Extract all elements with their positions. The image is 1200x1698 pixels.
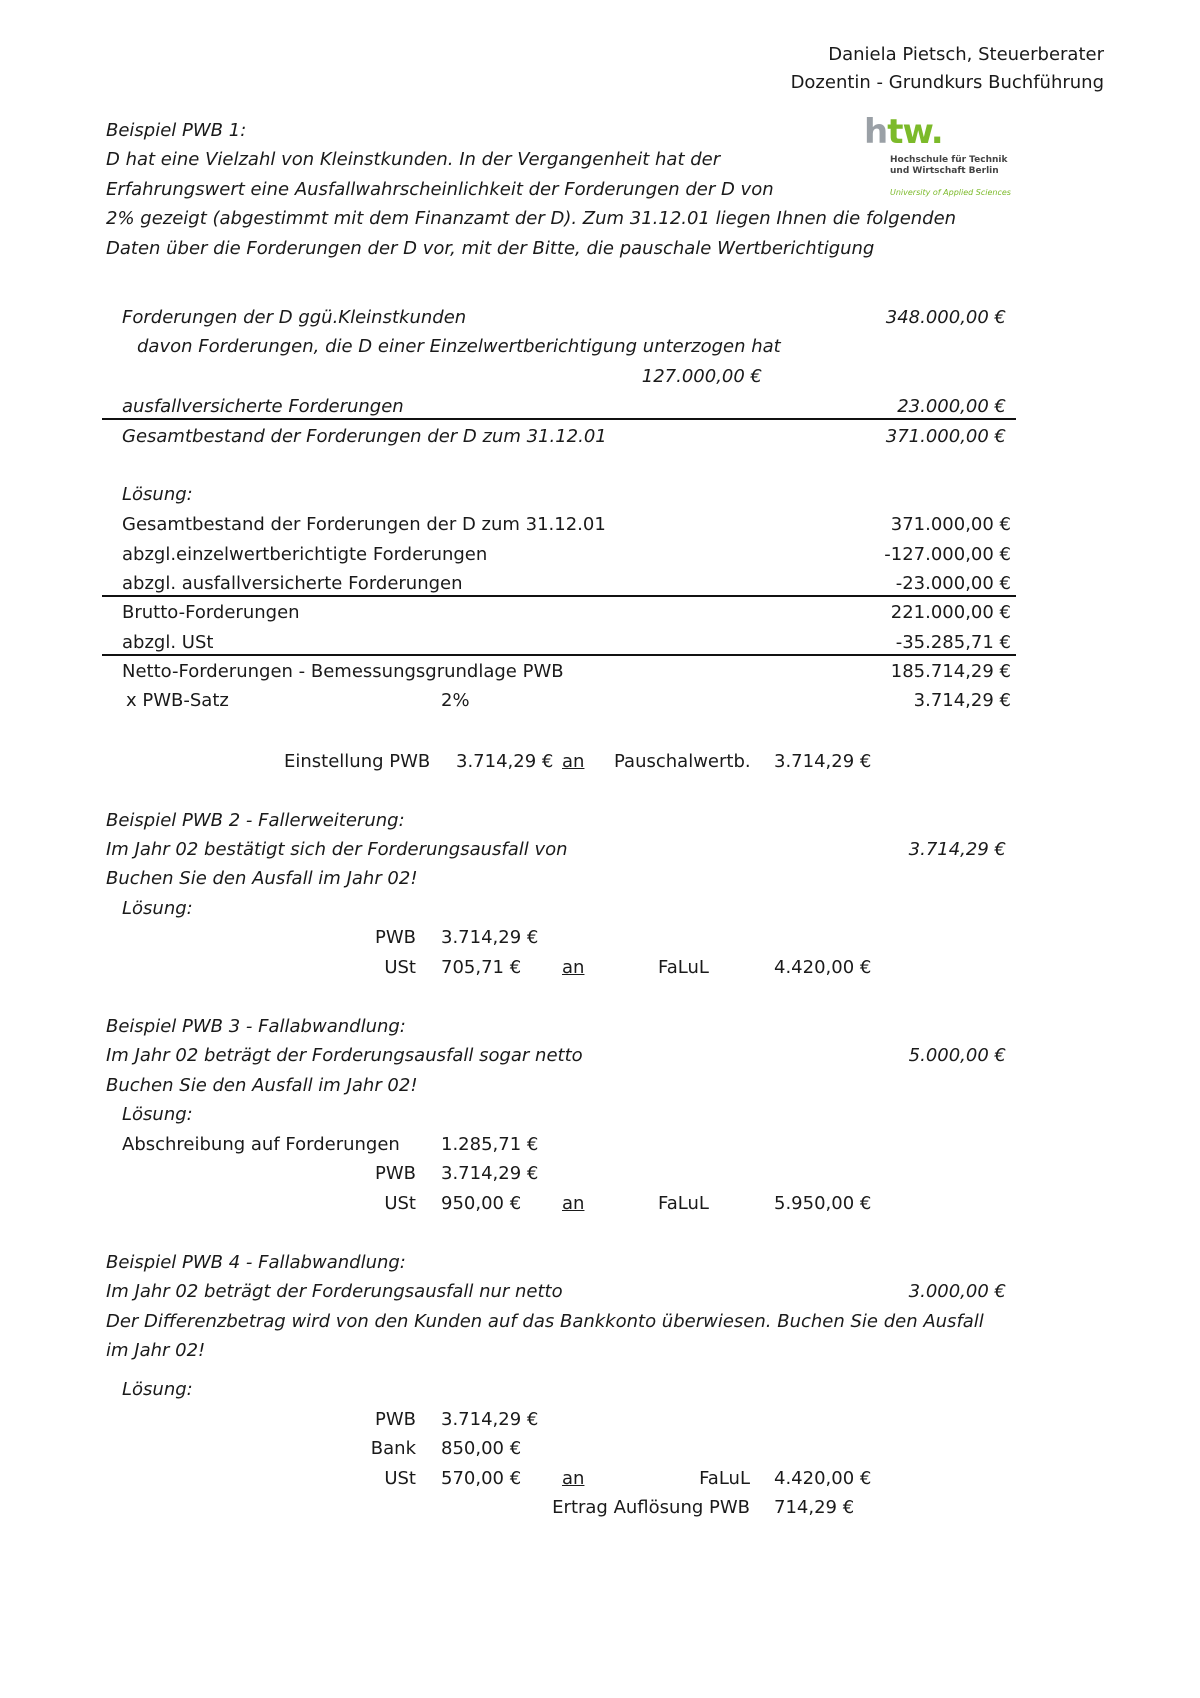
booking-amount: 3.714,29 € <box>441 927 539 948</box>
booking-an: an <box>562 1193 585 1214</box>
solution-value: 185.714,29 € <box>890 661 1011 682</box>
logo-line-3: University of Applied Sciences <box>890 188 1011 197</box>
solution-label: abzgl. USt <box>122 632 214 653</box>
booking-credit-account: FaLuL <box>658 1193 709 1214</box>
solution-label: Brutto-Forderungen <box>122 602 300 623</box>
booking-credit-amount: 5.950,00 € <box>774 1193 872 1214</box>
solution-label: Netto-Forderungen - Bemessungsgrundlage PWB <box>122 661 564 682</box>
solution-label: x PWB-Satz <box>126 690 229 711</box>
ex3-line-1: Im Jahr 02 beträgt der Forderungsausfall sogar netto <box>106 1045 583 1066</box>
ex2-line-2: Buchen Sie den Ausfall im Jahr 02! <box>106 868 418 889</box>
booking-account: USt <box>384 1193 416 1214</box>
ex3-line-2: Buchen Sie den Ausfall im Jahr 02! <box>106 1075 418 1096</box>
booking-account: PWB <box>374 927 416 948</box>
ex1-solution-label: Lösung: <box>122 484 193 505</box>
ex1-row-value: 23.000,00 € <box>897 396 1006 417</box>
booking-an: an <box>562 957 585 978</box>
solution-label: abzgl.einzelwertberichtigte Forderungen <box>122 544 488 565</box>
solution-value: 221.000,00 € <box>890 602 1011 623</box>
solution-value: -35.285,71 € <box>895 632 1011 653</box>
divider <box>102 595 1016 597</box>
logo-line-1: Hochschule für Technik <box>890 155 1008 165</box>
ex2-line-1-value: 3.714,29 € <box>908 839 1006 860</box>
ex1-row-label: ausfallversicherte Forderungen <box>122 396 404 417</box>
booking-account: PWB <box>374 1409 416 1430</box>
htw-logo <box>864 112 943 152</box>
booking-account: USt <box>384 1468 416 1489</box>
booking-credit-account: Pauschalwertb. <box>614 751 751 772</box>
ex1-row-value: 371.000,00 € <box>885 426 1006 447</box>
divider <box>102 418 1016 420</box>
ex1-row-label: Forderungen der D ggü.Kleinstkunden <box>122 307 467 328</box>
solution-label: abzgl. ausfallversicherte Forderungen <box>122 573 463 594</box>
booking-credit-account: FaLuL <box>658 957 709 978</box>
ex2-line-1: Im Jahr 02 bestätigt sich der Forderungsausfall von <box>106 839 568 860</box>
solution-value: 3.714,29 € <box>913 690 1011 711</box>
solution-value: 371.000,00 € <box>890 514 1011 535</box>
booking-account: Abschreibung auf Forderungen <box>122 1134 400 1155</box>
ex1-row-value: 348.000,00 € <box>885 307 1006 328</box>
ex3-solution-label: Lösung: <box>122 1104 193 1125</box>
logo-letter-h: h <box>864 112 888 152</box>
pwb-rate: 2% <box>441 690 470 711</box>
ex1-row-label: davon Forderungen, die D einer Einzelwertberichtigung unterzogen hat <box>137 336 781 357</box>
booking-debit-account: Einstellung PWB <box>284 751 431 772</box>
ex4-line-3: im Jahr 02! <box>106 1340 206 1361</box>
ex2-title: Beispiel PWB 2 - Fallerweiterung: <box>106 810 405 831</box>
booking-amount: 3.714,29 € <box>441 1409 539 1430</box>
booking-amount: 705,71 € <box>441 957 522 978</box>
booking-amount: 570,00 € <box>441 1468 522 1489</box>
logo-letters-tw: tw. <box>887 112 943 152</box>
ex4-solution-label: Lösung: <box>122 1379 193 1400</box>
booking-an: an <box>562 1468 585 1489</box>
booking-an: an <box>562 751 585 772</box>
booking-account: USt <box>384 957 416 978</box>
divider <box>102 654 1016 656</box>
booking-credit-amount: 714,29 € <box>774 1497 855 1518</box>
booking-debit-amount: 3.714,29 € <box>456 751 554 772</box>
booking-credit-account: FaLuL <box>699 1468 750 1489</box>
booking-amount: 850,00 € <box>441 1438 522 1459</box>
ex4-line-1-value: 3.000,00 € <box>908 1281 1006 1302</box>
author-name: Daniela Pietsch, Steuerberater <box>828 44 1104 65</box>
solution-value: -23.000,00 € <box>895 573 1011 594</box>
ex1-text-line-3: 2% gezeigt (abgestimmt mit dem Finanzamt der D). Zum 31.12.01 liegen Ihnen die folgenden <box>106 208 957 229</box>
ex1-row-label: Gesamtbestand der Forderungen der D zum 31.12.01 <box>122 426 607 447</box>
ex1-row-value: 127.000,00 € <box>641 366 762 387</box>
booking-credit-amount: 4.420,00 € <box>774 957 872 978</box>
ex2-solution-label: Lösung: <box>122 898 193 919</box>
ex4-line-2: Der Differenzbetrag wird von den Kunden auf das Bankkonto überwiesen. Buchen Sie den Ausfall <box>106 1311 984 1332</box>
ex1-text-line-4: Daten über die Forderungen der D vor, mit der Bitte, die pauschale Wertberichtigung <box>106 238 875 259</box>
solution-label: Gesamtbestand der Forderungen der D zum 31.12.01 <box>122 514 606 535</box>
booking-credit-amount: 3.714,29 € <box>774 751 872 772</box>
ex1-text-line-1: D hat eine Vielzahl von Kleinstkunden. In der Vergangenheit hat der <box>106 149 721 170</box>
booking-account: PWB <box>374 1163 416 1184</box>
ex4-title: Beispiel PWB 4 - Fallabwandlung: <box>106 1252 406 1273</box>
booking-credit-amount: 4.420,00 € <box>774 1468 872 1489</box>
ex1-title: Beispiel PWB 1: <box>106 120 247 141</box>
booking-amount: 1.285,71 € <box>441 1134 539 1155</box>
booking-amount: 950,00 € <box>441 1193 522 1214</box>
ex3-title: Beispiel PWB 3 - Fallabwandlung: <box>106 1016 406 1037</box>
ex4-line-1: Im Jahr 02 beträgt der Forderungsausfall nur netto <box>106 1281 563 1302</box>
booking-credit-account: Ertrag Auflösung PWB <box>552 1497 750 1518</box>
booking-account: Bank <box>370 1438 416 1459</box>
ex1-text-line-2: Erfahrungswert eine Ausfallwahrscheinlichkeit der Forderungen der D von <box>106 179 774 200</box>
logo-line-2: und Wirtschaft Berlin <box>890 166 999 176</box>
author-role: Dozentin - Grundkurs Buchführung <box>790 72 1104 93</box>
solution-value: -127.000,00 € <box>884 544 1011 565</box>
booking-amount: 3.714,29 € <box>441 1163 539 1184</box>
ex3-line-1-value: 5.000,00 € <box>908 1045 1006 1066</box>
